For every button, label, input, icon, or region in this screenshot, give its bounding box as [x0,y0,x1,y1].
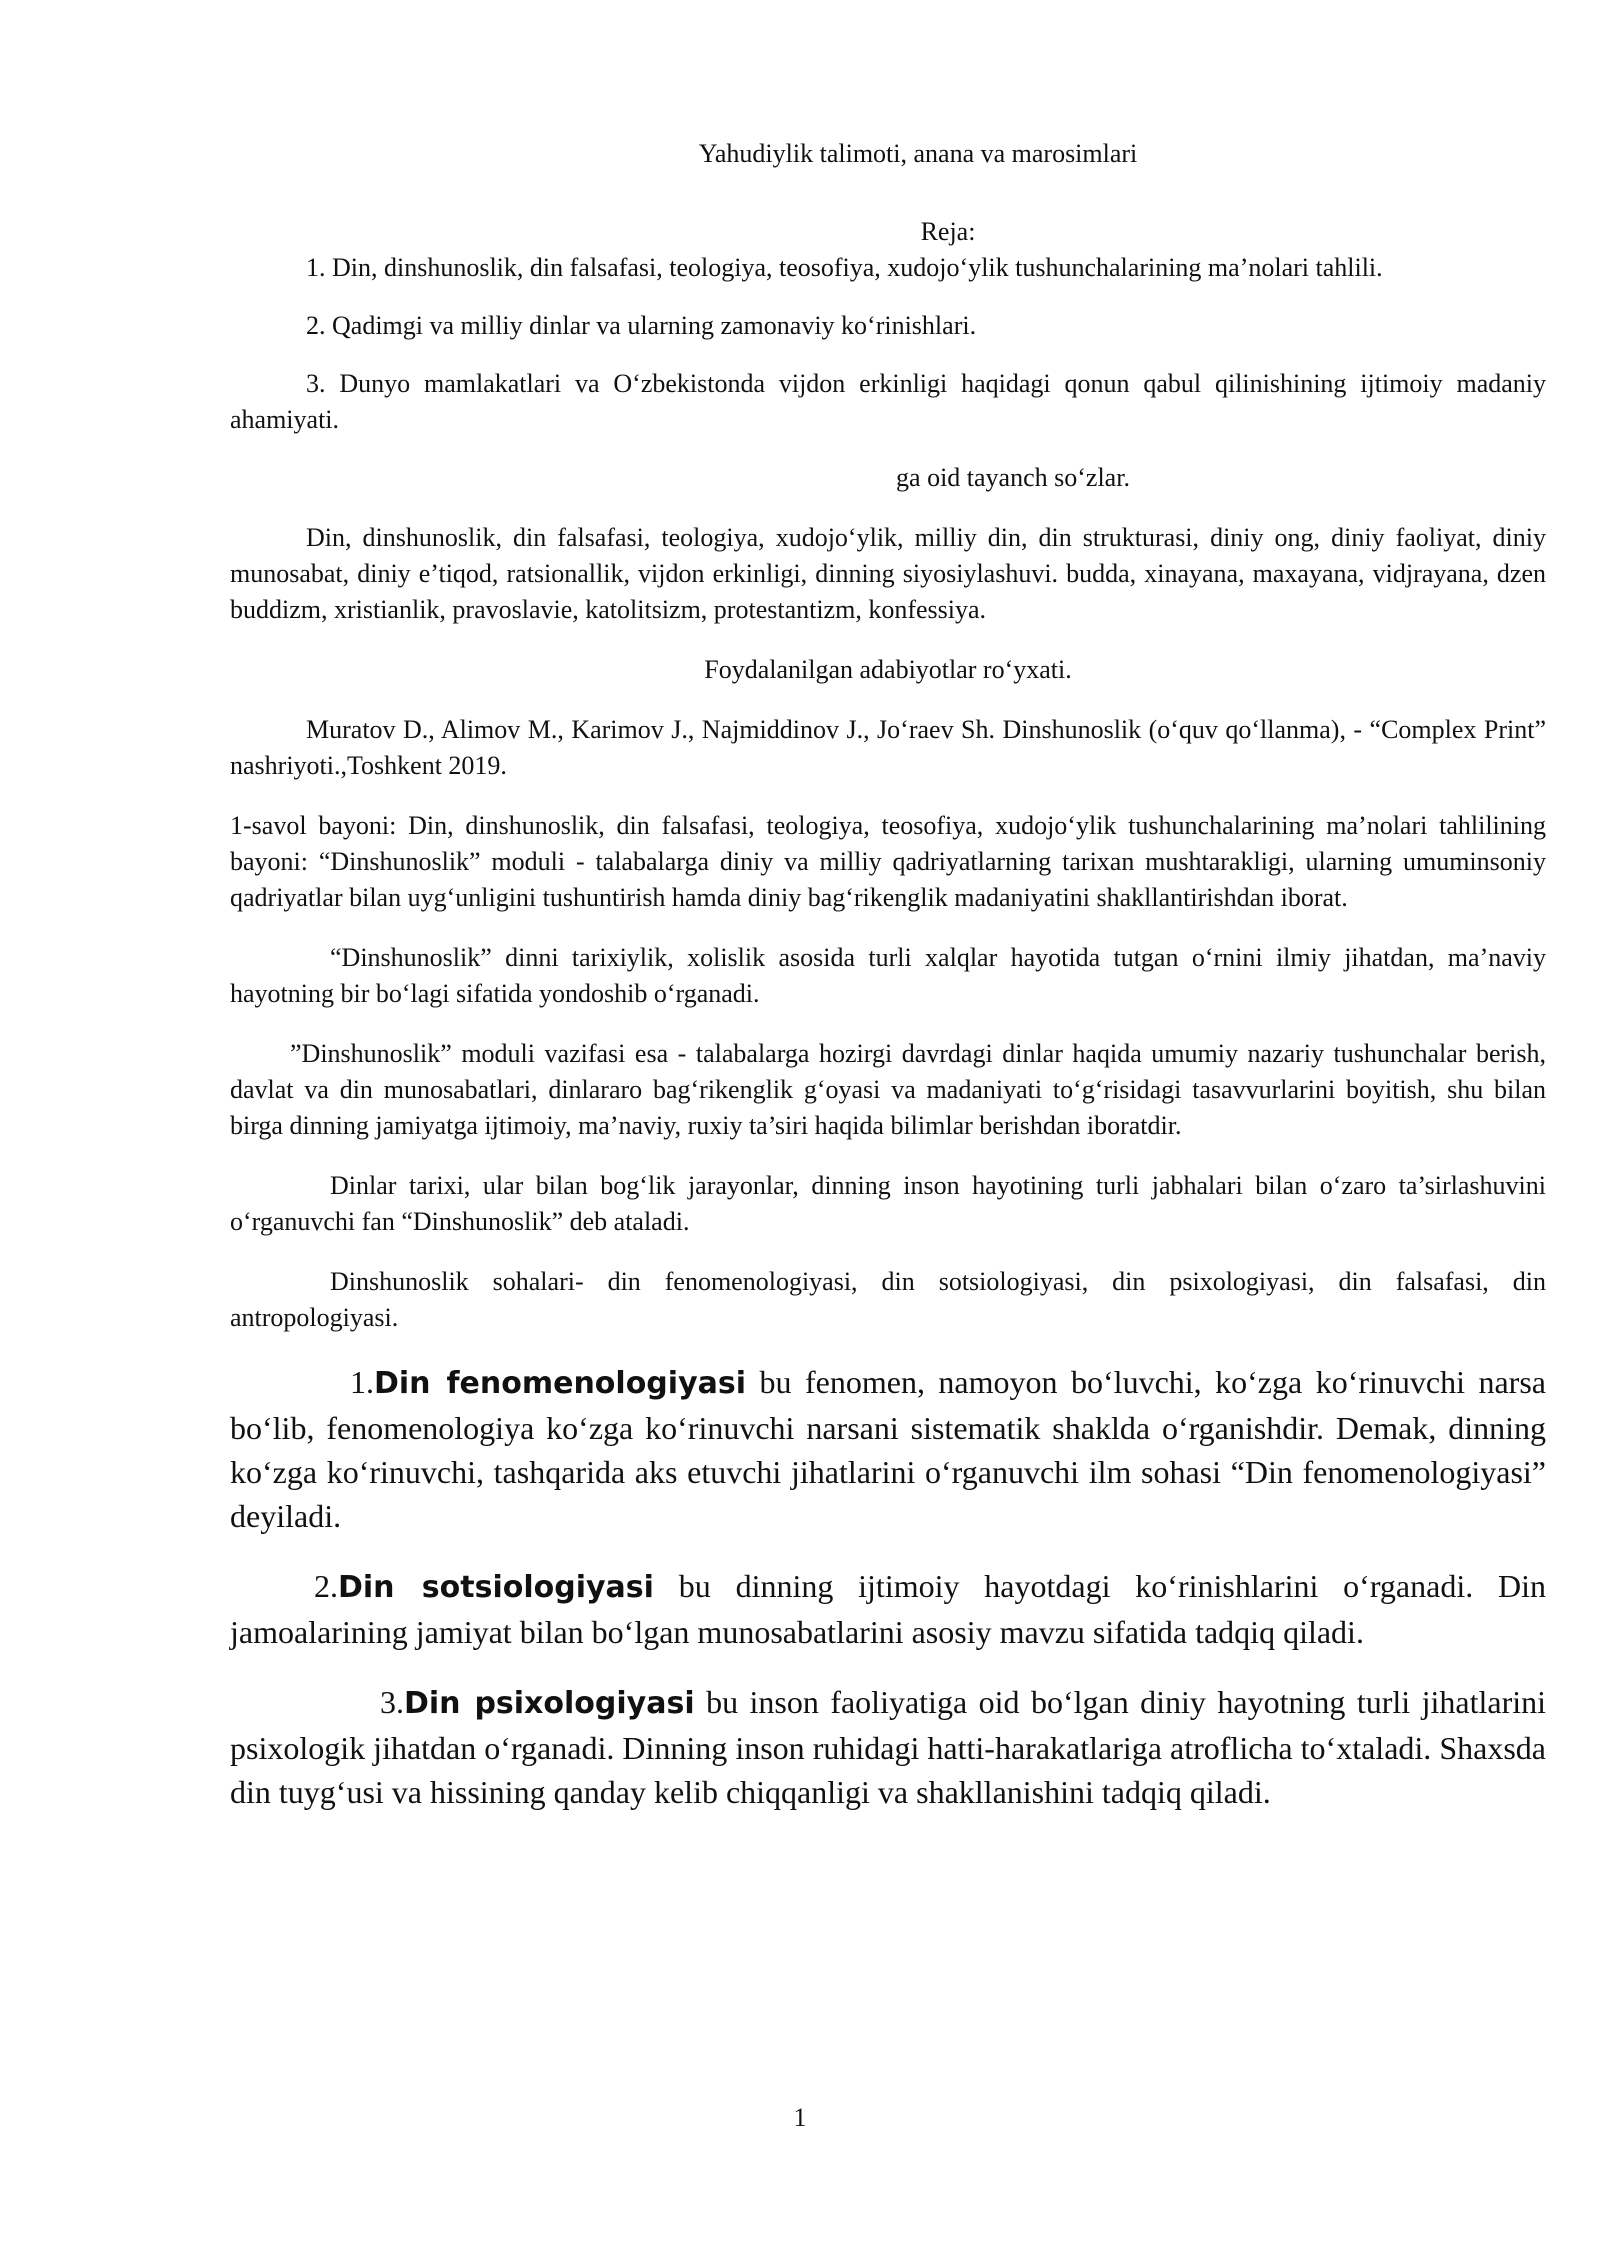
branch-number: 3. [380,1684,404,1720]
branch-number: 1. [350,1364,374,1400]
paragraph-module-tasks: ”Dinshunoslik” moduli vazifasi esa - talabalarga hozirgi davrdagi dinlar haqida umumiy nazariy tushunchalar berish, davlat va din munosabatlari, dinlararo bag‘rikenglik g‘oyasi va madaniyati to‘g‘risidagi tasavvurlarini boyitish, shu bilan birga dinning jamiyatga ijtimoiy, ma’naviy, ruxiy ta’siri haqida bilimlar berishdan iboratdir. [230,1039,1546,1140]
paragraph-religion-history: Dinlar tarixi, ular bilan bog‘lik jarayonlar, dinning inson hayotining turli jabhalari bilan o‘zaro ta’sirlashuvini o‘rganuvchi fan “Dinshunoslik” deb ataladi. [230,1171,1546,1236]
plan-heading: Reja: [920,217,976,246]
plan-item-2: 2. Qadimgi va milliy dinlar va ularning zamonaviy ko‘rinishlari. [306,311,977,340]
literature-heading: Foydalanilgan adabiyotlar ro‘yxati. [704,655,1072,684]
branch-text: bu inson faoliyatiga oid bo‘lgan diniy hayotning turli jihatlarini psixologik jihatdan o‘rganadi. Dinning inson ruhidagi hatti-harakatlariga atroflicha to‘xtaladi. Shaxsda din tuyg‘usi va hissining qanday kelib chiqqanligi va shakllanishini tadqiq qiladi. [230,1684,1546,1810]
paragraph-dinshunoslik-definition: “Dinshunoslik” dinni tarixiylik, xolislik asosida turli xalqlar hayotida tutgan o‘rnini ilmiy jihatdan, ma’naviy hayotning bir bo‘lagi sifatida yondoshib o‘rganadi. [230,943,1546,1008]
document-title: Yahudiylik talimoti, anana va marosimlari [698,139,1138,168]
keywords-heading: ga oid tayanch so‘zlar. [896,463,1130,492]
branch-number: 2. [314,1568,338,1604]
branch-term: Din sotsiologiyasi [338,1570,654,1605]
branch-text: bu fenomen, namoyon bo‘luvchi, ko‘zga ko‘rinuvchi narsa bo‘lib, fenomenologiya ko‘zga ko‘rinuvchi narsani sistematik shaklda o‘rganishdir. Demak, dinning ko‘zga ko‘rinuvchi, tashqarida aks etuvchi jihatlarini o‘rganuvchi ilm sohasi “Din fenomenologiyasi” deyiladi. [230,1364,1546,1534]
plan-item-1: 1. Din, dinshunoslik, din falsafasi, teologiya, teosofiya, xudojo‘ylik tushunchalarining ma’nolari tahlili. [306,253,1383,282]
page-number: 1 [793,2103,807,2132]
branch-text: bu dinning ijtimoiy hayotdagi ko‘rinishlarini o‘rganadi. Din jamoalarining jamiyat bilan bo‘lgan munosabatlarini asosiy mavzu sifatida tadqiq qiladi. [230,1568,1547,1650]
keywords-text: Din, dinshunoslik, din falsafasi, teologiya, xudojo‘ylik, milliy din, din strukturasi, diniy ong, diniy faoliyat, diniy munosabat, diniy e’tiqod, ratsionallik, vijdon erkinligi, dinning siyosiylashuvi. budda, xinayana, maxayana, vidjrayana, dzen buddizm, xristianlik, pravoslavie, katolitsizm, protestantizm, konfessiya. [230,523,1546,624]
paragraph-question-1: 1-savol bayoni: Din, dinshunoslik, din falsafasi, teologiya, teosofiya, xudojo‘ylik tushunchalarining ma’nolari tahlilining bayoni: “Dinshunoslik” moduli - talabalarga diniy va milliy qadriyatlarning tarixan mushtarakligi, ularning umuminsoniy qadriyatlar bilan uyg‘unligini tushuntirish hamda diniy bag‘rikenglik madaniyatini shakllantirishdan iborat. [230,811,1546,912]
branch-psychology [230,1680,1546,1814]
literature-text: Muratov D., Alimov M., Karimov J., Najmiddinov J., Jo‘raev Sh. Dinshunoslik (o‘quv qo‘llanma), - “Complex Print” nashriyoti.,Toshkent 2019. [230,715,1546,780]
branch-sociology [230,1564,1546,1654]
plan-item-3: 3. Dunyo mamlakatlari va O‘zbekistonda vijdon erkinligi haqidagi qonun qabul qilinishining ijtimoiy madaniy ahamiyati. [230,369,1546,434]
branch-term: Din psixologiyasi [404,1686,695,1721]
paragraph-branches-list: Dinshunoslik sohalari- din fenomenologiyasi, din sotsiologiyasi, din psixologiyasi, din falsafasi, din antropologiyasi. [230,1267,1546,1332]
branch-phenomenology [230,1360,1546,1538]
branch-term: Din fenomenologiyasi [374,1366,747,1401]
page-content [230,136,1546,1840]
